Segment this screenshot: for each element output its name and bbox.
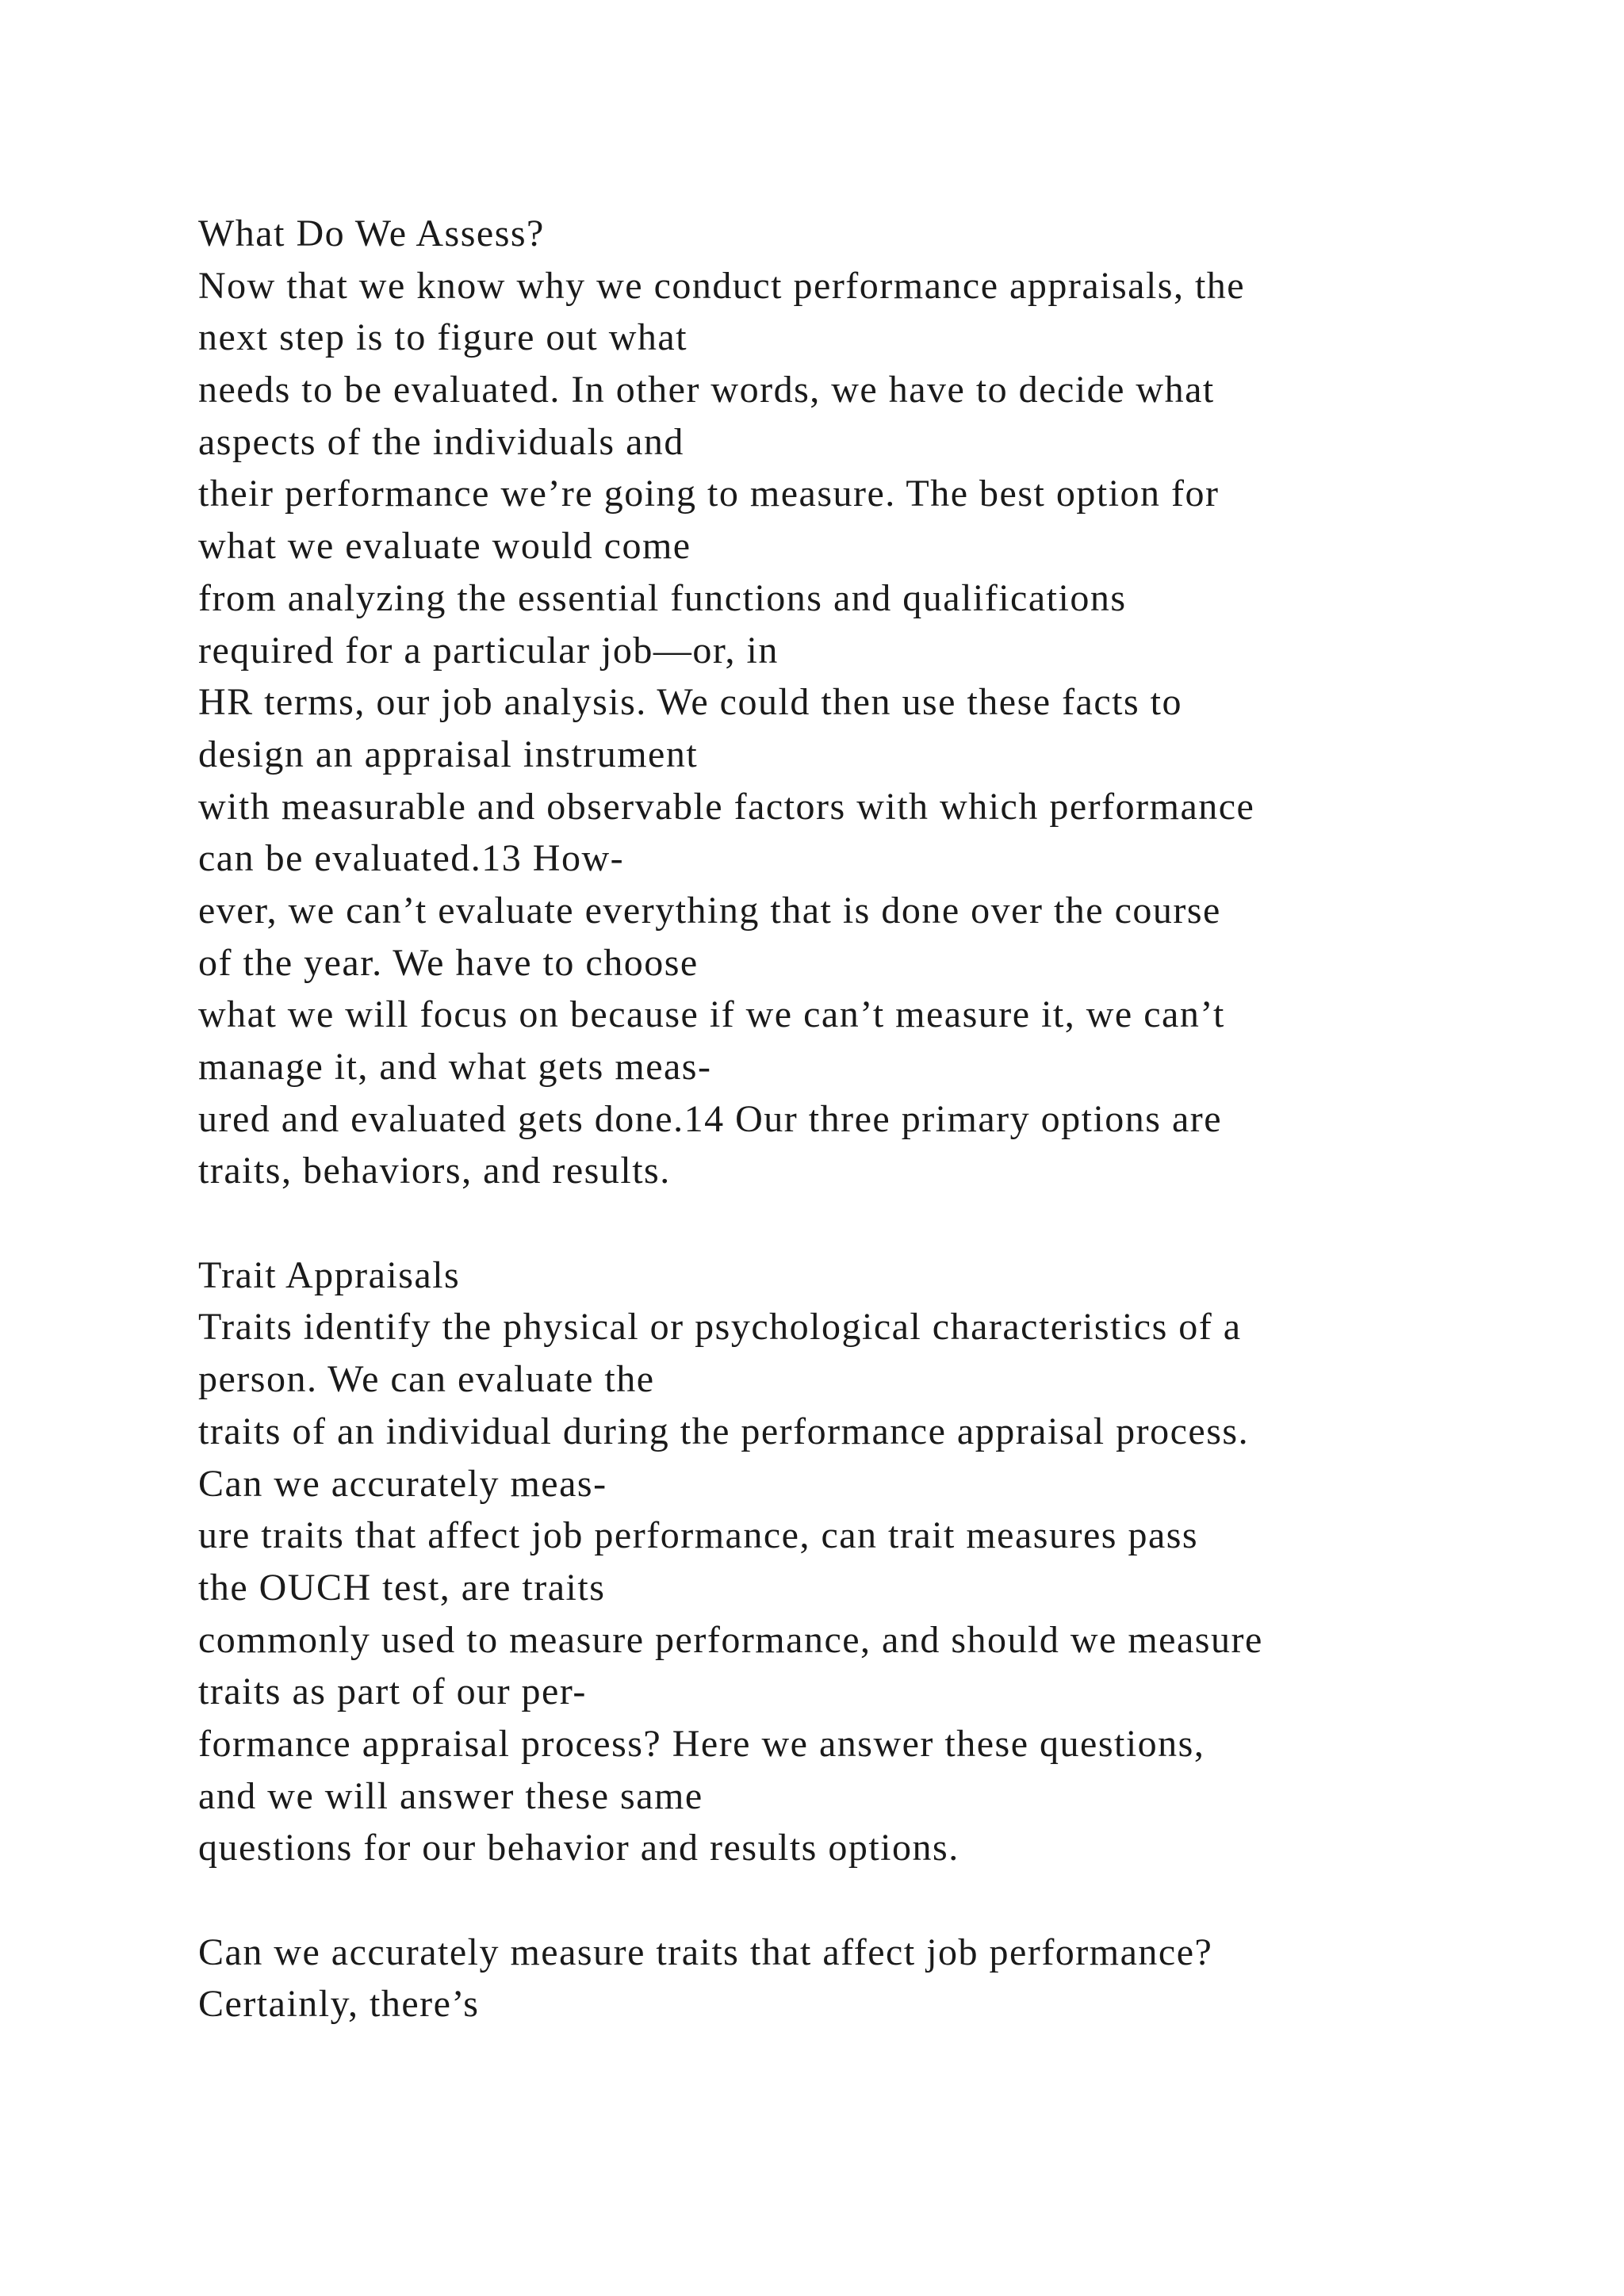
section-heading: What Do We Assess? bbox=[198, 212, 545, 254]
body-line: Traits identify the physical or psychological characteristics of a bbox=[198, 1306, 1242, 1349]
body-line: questions for our behavior and results options. bbox=[198, 1827, 959, 1869]
body-line: and we will answer these same bbox=[198, 1774, 703, 1817]
body-line: can be evaluated.13 How- bbox=[198, 837, 625, 880]
body-line: formance appraisal process? Here we answer these questions, bbox=[198, 1722, 1205, 1765]
body-line: ever, we can’t evaluate everything that is done over the course bbox=[198, 889, 1221, 932]
body-line: what we will focus on because if we can’t measure it, we can’t bbox=[198, 993, 1225, 1036]
body-line: the OUCH test, are traits bbox=[198, 1566, 606, 1609]
body-line: commonly used to measure performance, and should we measure bbox=[198, 1618, 1263, 1661]
paragraph-spacer bbox=[198, 1197, 1546, 1249]
body-line: Now that we know why we conduct performance appraisals, the bbox=[198, 264, 1246, 307]
body-line: traits as part of our per- bbox=[198, 1670, 587, 1713]
body-line: person. We can evaluate the bbox=[198, 1358, 655, 1401]
body-line: with measurable and observable factors with which performance bbox=[198, 785, 1255, 828]
body-line: HR terms, our job analysis. We could then use these facts to bbox=[198, 681, 1183, 724]
body-line: design an appraisal instrument bbox=[198, 733, 699, 775]
body-line: Certainly, there’s bbox=[198, 1983, 480, 2026]
body-line: required for a particular job—or, in bbox=[198, 629, 779, 672]
body-line: what we evaluate would come bbox=[198, 525, 691, 568]
body-line: ured and evaluated gets done.14 Our three primary options are bbox=[198, 1097, 1223, 1140]
body-line: their performance we’re going to measure. The best option for bbox=[198, 473, 1220, 515]
document-body bbox=[198, 208, 1546, 2030]
body-line: Can we accurately measure traits that affect job performance? bbox=[198, 1931, 1213, 1973]
body-line: traits of an individual during the performance appraisal process. bbox=[198, 1410, 1250, 1452]
body-line: aspects of the individuals and bbox=[198, 420, 684, 463]
body-line: manage it, and what gets meas- bbox=[198, 1046, 712, 1088]
body-line: needs to be evaluated. In other words, we have to decide what bbox=[198, 369, 1215, 411]
body-line: ure traits that affect job performance, can trait measures pass bbox=[198, 1514, 1199, 1557]
body-line: from analyzing the essential functions and qualifications bbox=[198, 576, 1127, 619]
paragraph-spacer bbox=[198, 1874, 1546, 1927]
body-line: of the year. We have to choose bbox=[198, 941, 699, 984]
section-heading: Trait Appraisals bbox=[198, 1253, 461, 1296]
body-line: Can we accurately meas- bbox=[198, 1462, 607, 1505]
body-line: traits, behaviors, and results. bbox=[198, 1150, 671, 1192]
body-line: next step is to figure out what bbox=[198, 316, 688, 359]
